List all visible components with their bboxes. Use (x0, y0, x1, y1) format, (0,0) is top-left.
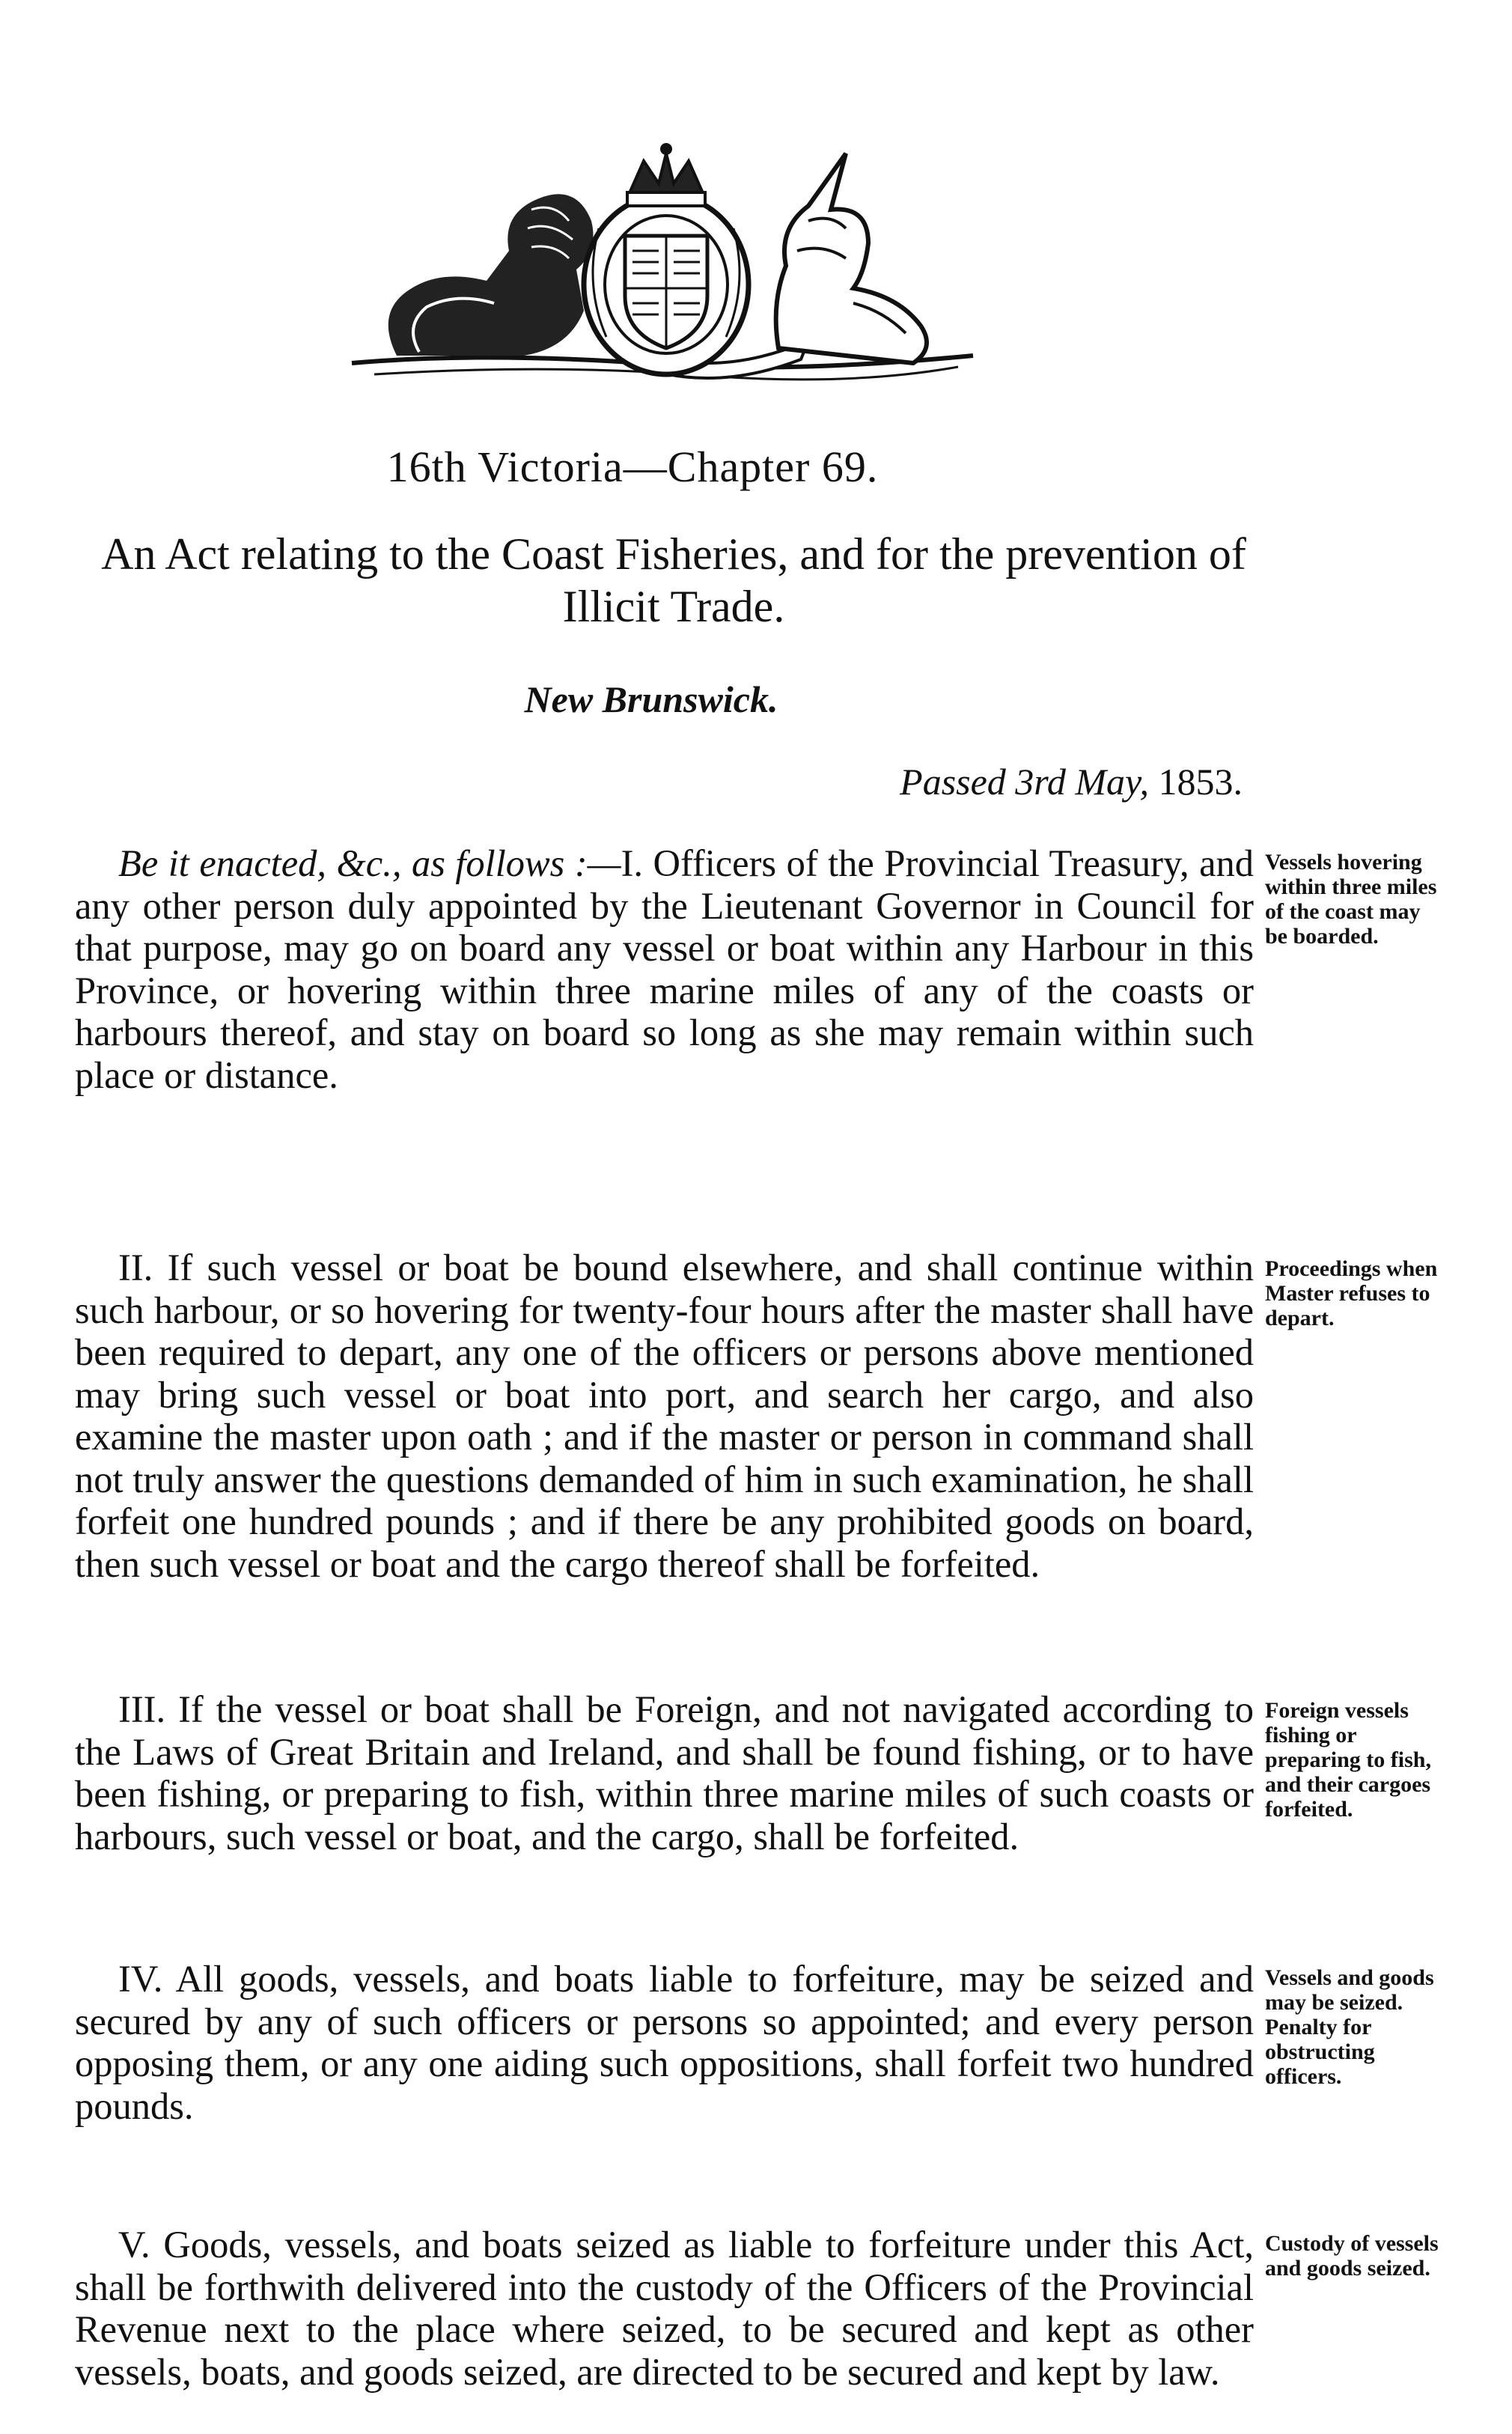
section-2 (75, 1247, 1254, 1585)
passed-year: 1853. (1158, 761, 1243, 803)
section-text: Officers of the Provincial Treasury, and any other person duly appointed by the Lieutenant Governor in Council for that purpose, may go on board any vessel or boat within any Harbour in this Province, or hovering within three marine miles of any of the coasts or harbours thereof, and stay on board so long as she may remain within such place or distance. (75, 842, 1254, 1096)
province-name: New Brunswick. (524, 678, 778, 720)
section-number: I. (621, 842, 644, 884)
section-number: IV. (118, 1958, 163, 2000)
margin-note-4: Vessels and goods may be seized. Penalty for obstructing officers. (1265, 1965, 1434, 2089)
passed-date (900, 760, 1243, 803)
section-4 (75, 1958, 1254, 2127)
chapter-heading: 16th Victoria—Chapter 69. (386, 442, 879, 491)
section-text: If such vessel or boat be bound elsewhere, and shall continue within such harbour, or so hovering for twenty-four hours after the master shall have been required to depart, any one of the officers or persons above mentioned may bring such vessel or boat into port, and search her cargo, and also examine the master upon oath ; and if the master or person in command shall not truly answer the questions demanded of him in such examination, he shall forfeit one hundred pounds ; and if there be any prohibited goods on board, then such vessel or boat and the cargo thereof shall be forfeited. (75, 1247, 1254, 1585)
act-title: An Act relating to the Coast Fisheries, and for the prevention of Illicit Trade. (101, 529, 1246, 631)
section-number: V. (118, 2224, 150, 2266)
section-text: All goods, vessels, and boats liable to forfeiture, may be seized and secured by any of such officers or persons so appointed; and every person opposing them, or any one aiding such oppositions, shall forfeit two hundred pounds. (75, 1958, 1254, 2127)
margin-note-3: Foreign vessels fishing or preparing to fish, and their cargoes forfeited. (1265, 1698, 1431, 1822)
section-text: If the vessel or boat shall be Foreign, and not navigated according to the Laws of Great Britain and Ireland, and shall be found fishing, or to have been fishing, or preparing to fish, within three marine miles of such coasts or harbours, such vessel or boat, and the cargo, shall be forfeited. (75, 1688, 1255, 1858)
section-number: III. (118, 1688, 166, 1730)
section-number: II. (118, 1247, 153, 1289)
section-3 (75, 1688, 1254, 1858)
enactment-formula: Be it enacted, &c., as follows :— (118, 842, 621, 884)
margin-note-5: Custody of vessels and goods seized. (1265, 2231, 1439, 2281)
margin-note-1: Vessels hovering within three miles of the coast may be boarded. (1265, 850, 1437, 949)
section-1 (75, 842, 1254, 1096)
royal-coat-of-arms-icon (329, 139, 1003, 397)
section-text: Goods, vessels, and boats seized as liable to forfeiture under this Act, shall be forthwith delivered into the custody of the Officers of the Provincial Revenue next to the place where seized, to be secured and kept as other vessels, boats, and goods seized, are directed to be secured and kept by law. (75, 2224, 1255, 2393)
section-5 (75, 2224, 1254, 2393)
passed-label: Passed 3rd May, (900, 761, 1149, 803)
margin-note-2: Proceedings when Master refuses to depart. (1265, 1256, 1438, 1330)
